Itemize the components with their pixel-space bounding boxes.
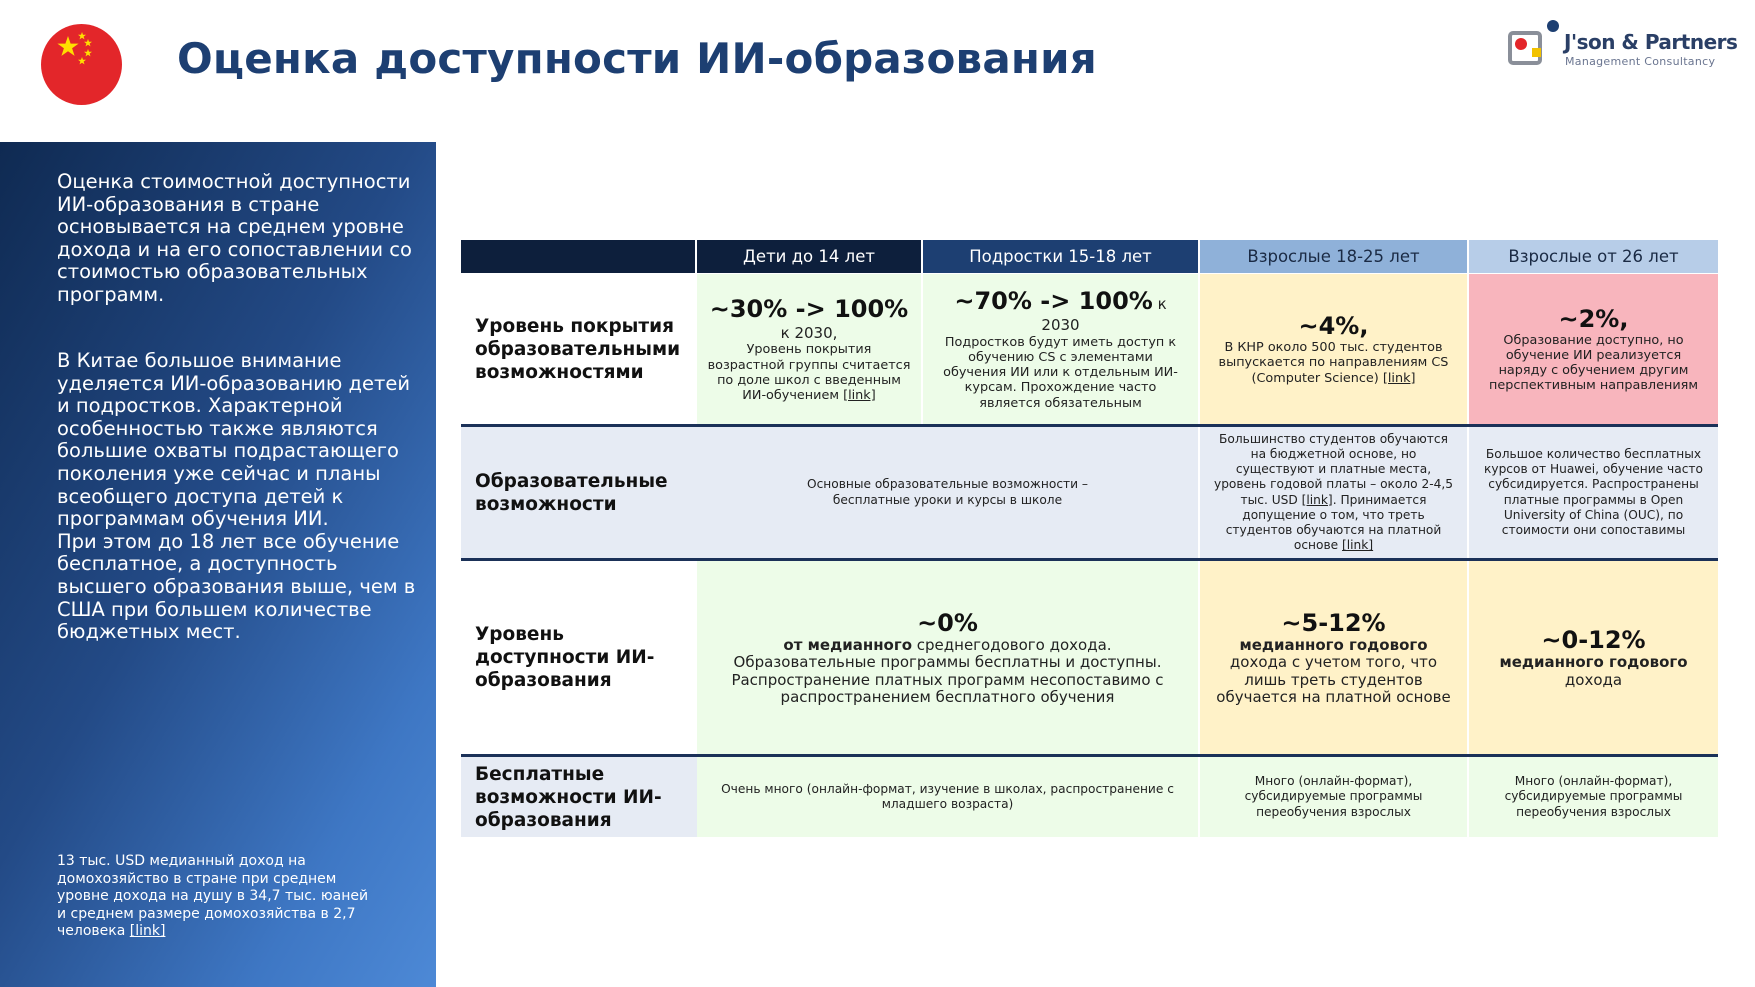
summary-panel [0,142,436,987]
cell-coverage-adults-26 [1469,274,1718,424]
panel-paragraph-1: Оценка стоимостной доступности ИИ-образования в стране основывается на среднем уровне дохода и на его сопоставлении со стоимостью образовательных программ. [57,170,412,306]
coverage-adults-18-25-text [1212,340,1455,386]
coverage-children-link[interactable]: [link] [843,387,876,403]
cell-opportunities-under-18 [697,427,1198,558]
opportunities-adults-18-25-text [1212,432,1455,554]
row-label-opportunities: Образовательные возможности [461,427,699,558]
coverage-children-value: ~30% -> 100% [709,294,909,323]
table-header-children: Дети до 14 лет [697,240,921,273]
coverage-adults-26-text: Образование доступно, но обучение ИИ реализуется наряду с обучением другим перспективным направлениям [1488,332,1699,394]
china-flag-icon [41,24,122,105]
cell-free-adults-18-25 [1200,757,1467,837]
affordability-under-18-text [717,637,1178,707]
affordability-under-18-desc: среднегодового дохода. Образовательные программы бесплатны и доступны. Распространение платных программ несопоставимо с распространением бесплатного обучения [731,635,1164,706]
affordability-adults-26-desc: дохода [1564,670,1623,689]
affordability-under-18-value: ~0% [917,608,978,637]
opportunities-adults-26-text: Большое количество бесплатных курсов от Huawei, обучение часто субсидируется. Распространены платные программы в Open University of China (OUC), по стоимости они сопоставимы [1484,446,1703,537]
affordability-under-18-bold: от медианного [783,635,912,654]
cell-free-adults-26 [1469,757,1718,837]
page-title: Оценка доступности ИИ-образования [177,34,1097,83]
affordability-adults-18-25-value: ~5-12% [1281,608,1386,637]
coverage-children-headline [707,295,911,343]
logo-name: J'son & Partners [1564,30,1738,54]
row-label-free: Бесплатные возможности ИИ-образования [461,757,699,837]
footnote-link[interactable]: [link] [129,923,166,940]
table-header-blank [461,240,695,273]
free-adults-26-text: Много (онлайн-формат), субсидируемые программы переобучения взрослых [1504,774,1683,819]
affordability-adults-26-value: ~0-12% [1541,626,1646,654]
table-header-adults-26: Взрослые от 26 лет [1469,240,1718,273]
affordability-adults-18-25-bold: медианного годового [1239,635,1428,654]
table-header-teens: Подростки 15-18 лет [923,240,1198,273]
free-under-18-text: Очень много (онлайн-формат, изучение в школах, распространение с младшего возраста) [721,781,1174,811]
coverage-children-text [707,342,911,403]
footnote-text: 13 тыс. USD медианный доход на домохозяйство в стране при среднем уровне дохода на душу в 34,7 тыс. юаней и среднем размере домохозяйства в 2,7 человека [57,853,369,940]
affordability-adults-26-bold: медианного годового [1499,653,1688,671]
cell-affordability-adults-18-25 [1200,561,1467,754]
coverage-teens-text: Подростков будут иметь доступ к обучению CS с элементами обучения ИИ или к отдельным ИИ-курсам. Прохождение часто является обязательным [943,334,1178,411]
opportunities-adults-18-25-desc-2: . Принимается допущение о том, что треть студентов обучаются на платной основе [1225,492,1442,553]
cell-opportunities-adults-26 [1469,427,1718,558]
row-label-coverage: Уровень покрытия образовательными возможностями [461,274,699,424]
company-logo [1508,8,1736,72]
cell-affordability-adults-26 [1469,561,1718,754]
opportunities-adults-18-25-link[interactable]: [link] [1301,492,1333,507]
panel-paragraph-2 [57,350,417,644]
panel-paragraph-2a: В Китае большое внимание уделяется ИИ-образованию детей и подростков. Характерной особенностью также являются большие охваты подрастающего поколения уже сейчас и планы всеобщего доступа детей к программам обучения ИИ. [57,349,410,531]
cell-free-under-18 [697,757,1198,837]
coverage-adults-18-25-desc: В КНР около 500 тыс. студентов выпускается по направлениям CS (Computer Science) [1218,340,1449,386]
coverage-teens-headline [935,287,1186,335]
company-logo-mark-icon [1508,18,1560,70]
affordability-adults-18-25-desc: дохода с учетом того, что лишь треть студентов обучается на платной основе [1216,653,1451,706]
opportunities-under-18-text: Основные образовательные возможности – бесплатные уроки и курсы в школе [806,477,1089,507]
panel-footnote [57,853,377,941]
table-header-adults-18-25: Взрослые 18-25 лет [1200,240,1467,273]
cell-coverage-adults-18-25 [1200,274,1467,424]
opportunities-adults-18-25-desc: Большинство студентов обучаются на бюджетной основе, но существуют и платные места, уровень годовой платы – около 2-4,5 тыс. USD [1213,431,1453,507]
affordability-adults-18-25-text [1212,637,1455,707]
coverage-adults-18-25-link[interactable]: [link] [1382,370,1416,386]
coverage-adults-26-value: ~2%, [1558,304,1629,333]
coverage-children-year: к 2030, [780,323,838,342]
opportunities-adults-18-25-link-2[interactable]: [link] [1342,538,1374,553]
panel-paragraph-2b: При этом до 18 лет все обучение бесплатное, а доступность высшего образования выше, чем в США при большем количестве бюджетных мест. [57,529,416,644]
cell-coverage-children [697,274,921,424]
cell-affordability-under-18 [697,561,1198,754]
row-label-affordability: Уровень доступности ИИ-образования [461,561,699,754]
free-adults-18-25-text: Много (онлайн-формат), субсидируемые программы переобучения взрослых [1244,774,1423,819]
coverage-teens-year: к 2030 [1041,295,1167,335]
coverage-children-desc: Уровень покрытия возрастной группы считается по доле школ с введенным ИИ-обучением [707,342,911,403]
cell-opportunities-adults-18-25 [1200,427,1467,558]
coverage-adults-18-25-value: ~4%, [1298,312,1369,341]
logo-subtitle: Management Consultancy [1565,55,1716,68]
coverage-teens-value: ~70% -> 100% [954,287,1153,316]
cell-coverage-teens [923,274,1198,424]
